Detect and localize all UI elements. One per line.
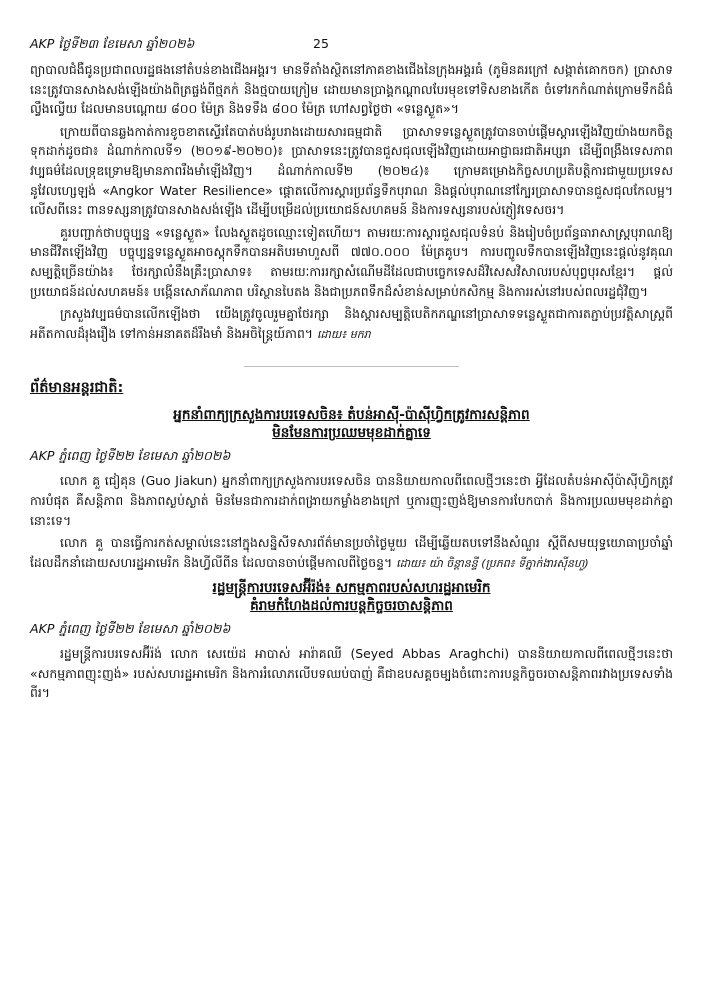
body-paragraph: ព្យាបាលជំងឺជូនប្រជាពលរដ្ឋផងនៅតំបន់ខាងជើងអង្គរ។ មានទីតាំងស្ថិតនៅភាគខាងជើងនៃក្រុងអង្គរធំ (ភូមិនគរក្រៅ សង្កាត់គោកចក) ប្រាសាទនេះត្រូវបានសាងសង់ឡើងយ៉ាងពិត្រផ្ចង់ពីថ្មភក់ និងថ្មបាយក្រៀម ដោយមានប្រាង្គកណ្ដាលបែរមុខទៅទិសខាងកើត ចំទៅរកកំណាត់ក្រោមទឹកដ៏ធំល្វឹងល្វើយ ដែលមានបណ្ដោយ ៨០០ ម៉ែត្រ និងទទឹង ៨០០ ម៉ែត្រ ហៅសព្វថ្ងៃថា «ទន្លេស្ងួត»។ (30, 62, 673, 117)
page-number: 25 (313, 36, 329, 51)
article-byline: ដោយ៖ មករា (316, 327, 371, 341)
header-date: AKP ថ្ងៃទី២៣ ខែមេសា ឆ្នាំ២០២៦ (30, 36, 195, 51)
article-title: រដ្ឋមន្ត្រីការបរទេសអ៊ីរ៉ង់៖ សកម្មភាពរបស់សហរដ្ឋអាមេរិក (212, 580, 491, 597)
running-header (30, 30, 673, 52)
article-title: អ្នកនាំពាក្យក្រសួងការបរទេសចិន៖ តំបន់អាស៊ី-ប៉ាស៊ីហ្វិកត្រូវការសន្តិភាព (173, 407, 530, 424)
body-paragraph: លោក គួ ជៀគុន (Guo Jiakun) អ្នកនាំពាក្យក្រសួងការបរទេសចិន បាននិយាយកាលពីពេលថ្មីៗនេះថា អ្វីដែលតំបន់អាស៊ីប៉ាស៊ីហ្វិកត្រូវការបំផុត គឺសន្តិភាព និងភាពស្ងប់ស្ងាត់ មិនមែនជាការដាក់ពង្រាយកម្លាំងខាងក្រៅ ឬការញុះញង់ឱ្យមានការបែកបាក់ និងការប្រឈមមុខដាក់គ្នានោះទេ។ (30, 473, 673, 528)
article-title: គំរាមកំហែងដល់ការបន្តកិច្ចចរចាសន្តិភាព (250, 598, 453, 615)
section-divider (244, 366, 459, 367)
body-paragraph: ក្រោយពីបានឆ្លងកាត់ការខូចខាតស្ទើរតែបាត់បង់រូបរាងដោយសារធម្មជាតិ ប្រាសាទទន្លេស្ងួតត្រូវបានចាប់ផ្ដើមស្ដារឡើងវិញយ៉ាងយកចិត្តទុកដាក់ដូចជា៖ ដំណាក់កាលទី១ (២០១៩-២០២០)៖ ប្រាសាទនេះត្រូវបានជួសជុលឡើងវិញដោយអាជ្ញាធរជាតិអប្សរា ដើម្បីពង្រឹងទេសភាពវប្បធម៌ដែលទ្រុឌទ្រោមឱ្យមានភាពរឹងមាំឡើងវិញ។ ដំណាក់កាលទី២ (២០២៤)៖ ក្រោមគម្រោងកិច្ចសហប្រតិបត្តិការជាមួយប្រទេសនូវែលហ្សេឡង់ «Angkor Water Resilience» ផ្ដោតលើការស្ដារប្រព័ន្ធទឹកបុរាណ និងផ្តល់បុរាណនៅក្បែរប្រាសាទបានជួសជុលកែលម្អ។ លើសពីនេះ ពានទស្សនាត្រូវបានសាងសង់ឡើង ដើម្បីបម្រើដល់ប្រយោជន៍សហគមន៍ និងការទស្សនារបស់ភ្ញៀវទេសចរ។ (30, 123, 673, 218)
body-paragraph (30, 304, 673, 344)
article-dateline: AKP ភ្នំពេញ ថ្ងៃទី២២ ខែមេសា ឆ្នាំ២០២៦ (30, 621, 231, 637)
article-iran (30, 579, 673, 703)
body-text: ក្រសួងវប្បធម៌បានលើកឡើងថា យើងត្រូវចូលរួមគ្នាថែរក្សា និងស្ដារសម្បត្តិបេតិកភណ្ឌនៅប្រាសាទទន្លេស្ងួតជាការតភ្ជាប់ប្រវត្តិសាស្ត្រពីអតីតកាលដ៏រុងរឿង ទៅកាន់អនាគតដ៏រឹងមាំ និងអចិន្ត្រៃយ៍ភាព។ (30, 306, 673, 341)
article-dateline: AKP ភ្នំពេញ ថ្ងៃទី២២ ខែមេសា ឆ្នាំ២០២៦ (30, 448, 231, 464)
body-text: លោក គួ បានធ្វើការកត់សម្គាល់នេះនៅក្នុងសន្និសីទសារព័ត៌មានប្រចាំថ្ងៃមួយ ដើម្បីឆ្លើយតបទៅនឹងសំណួរ ស្ដីពីសមយុទ្ធយោធាប្រចាំឆ្នាំ ដែលដឹកនាំដោយសហរដ្ឋអាមេរិក និងហ្វីលីពីន ដែលបានចាប់ផ្ដើមកាលពីថ្ងៃចន្ទ។ (30, 535, 673, 570)
body-paragraph: រដ្ឋមន្ត្រីការបរទេសអ៊ីរ៉ង់ លោក សេយ៉េដ អាបាស់ អារ៉ាគឈី (Seyed Abbas Araghchi) បាននិយាយកាលពីពេលថ្មីៗនេះថា «សកម្មភាពញុះញង់» របស់សហរដ្ឋអាមេរិក និងការរំលោភលើបទឈប់បាញ់ គឺជាឧបសគ្គចម្បងចំពោះការបន្តកិច្ចចរចាសន្តិភាពរវាងប្រទេសទាំងពីរ។ (30, 646, 673, 701)
continuation-article (30, 60, 673, 344)
section-heading: ព័ត៌មានអន្តរជាតិ: (30, 380, 124, 397)
body-paragraph: គួរបញ្ជាក់ថាបច្ចុប្បន្ន «ទន្លេស្ងួត» លែងស្ងួតដូចឈ្មោះទៀតហើយ។ តាមរយៈការស្ដារជួសជុលទំនប់ និងរៀបចំប្រព័ន្ធធារាសាស្ត្របុរាណឱ្យមានជីវិតឡើងវិញ បច្ចុប្បន្នទន្លេស្ងួតអាចស្ដុកទឹកបានអតិបរមាហួសពី ៧៧០.០០០ ម៉ែត្រគូប។ ការបញ្ចូលទឹកបានឡើងវិញនេះផ្ដល់នូវគុណសម្បត្តិច្រើនយ៉ាង៖ ថែរក្សាលំនឹងគ្រឹះប្រាសាទ៖ តាមរយៈការរក្សាសំណើមដីដែលជាបច្ចេកទេសដ៏វិសេសវិសាលរបស់បុព្វបុរសខ្មែរ។ ផ្ដល់ប្រយោជន៍ដល់សហគមន៍៖ បង្កើនសោភ័ណភាព បរិស្ថានបៃតង និងជាប្រភពទឹកដ៏សំខាន់សម្រាប់កសិកម្ម និងការរស់នៅរបស់ពលរដ្ឋជុំវិញ។ (30, 224, 673, 299)
body-paragraph (30, 533, 673, 573)
article-china (30, 406, 673, 573)
article-byline: ដោយ៖ យ៉ា ចិន្តានន្ទី (ប្រភព៖ ទីភ្នាក់ងារស៊ីនហួ) (396, 556, 589, 570)
article-title: មិនមែនការប្រឈមមុខដាក់គ្នាទេ (272, 425, 431, 442)
